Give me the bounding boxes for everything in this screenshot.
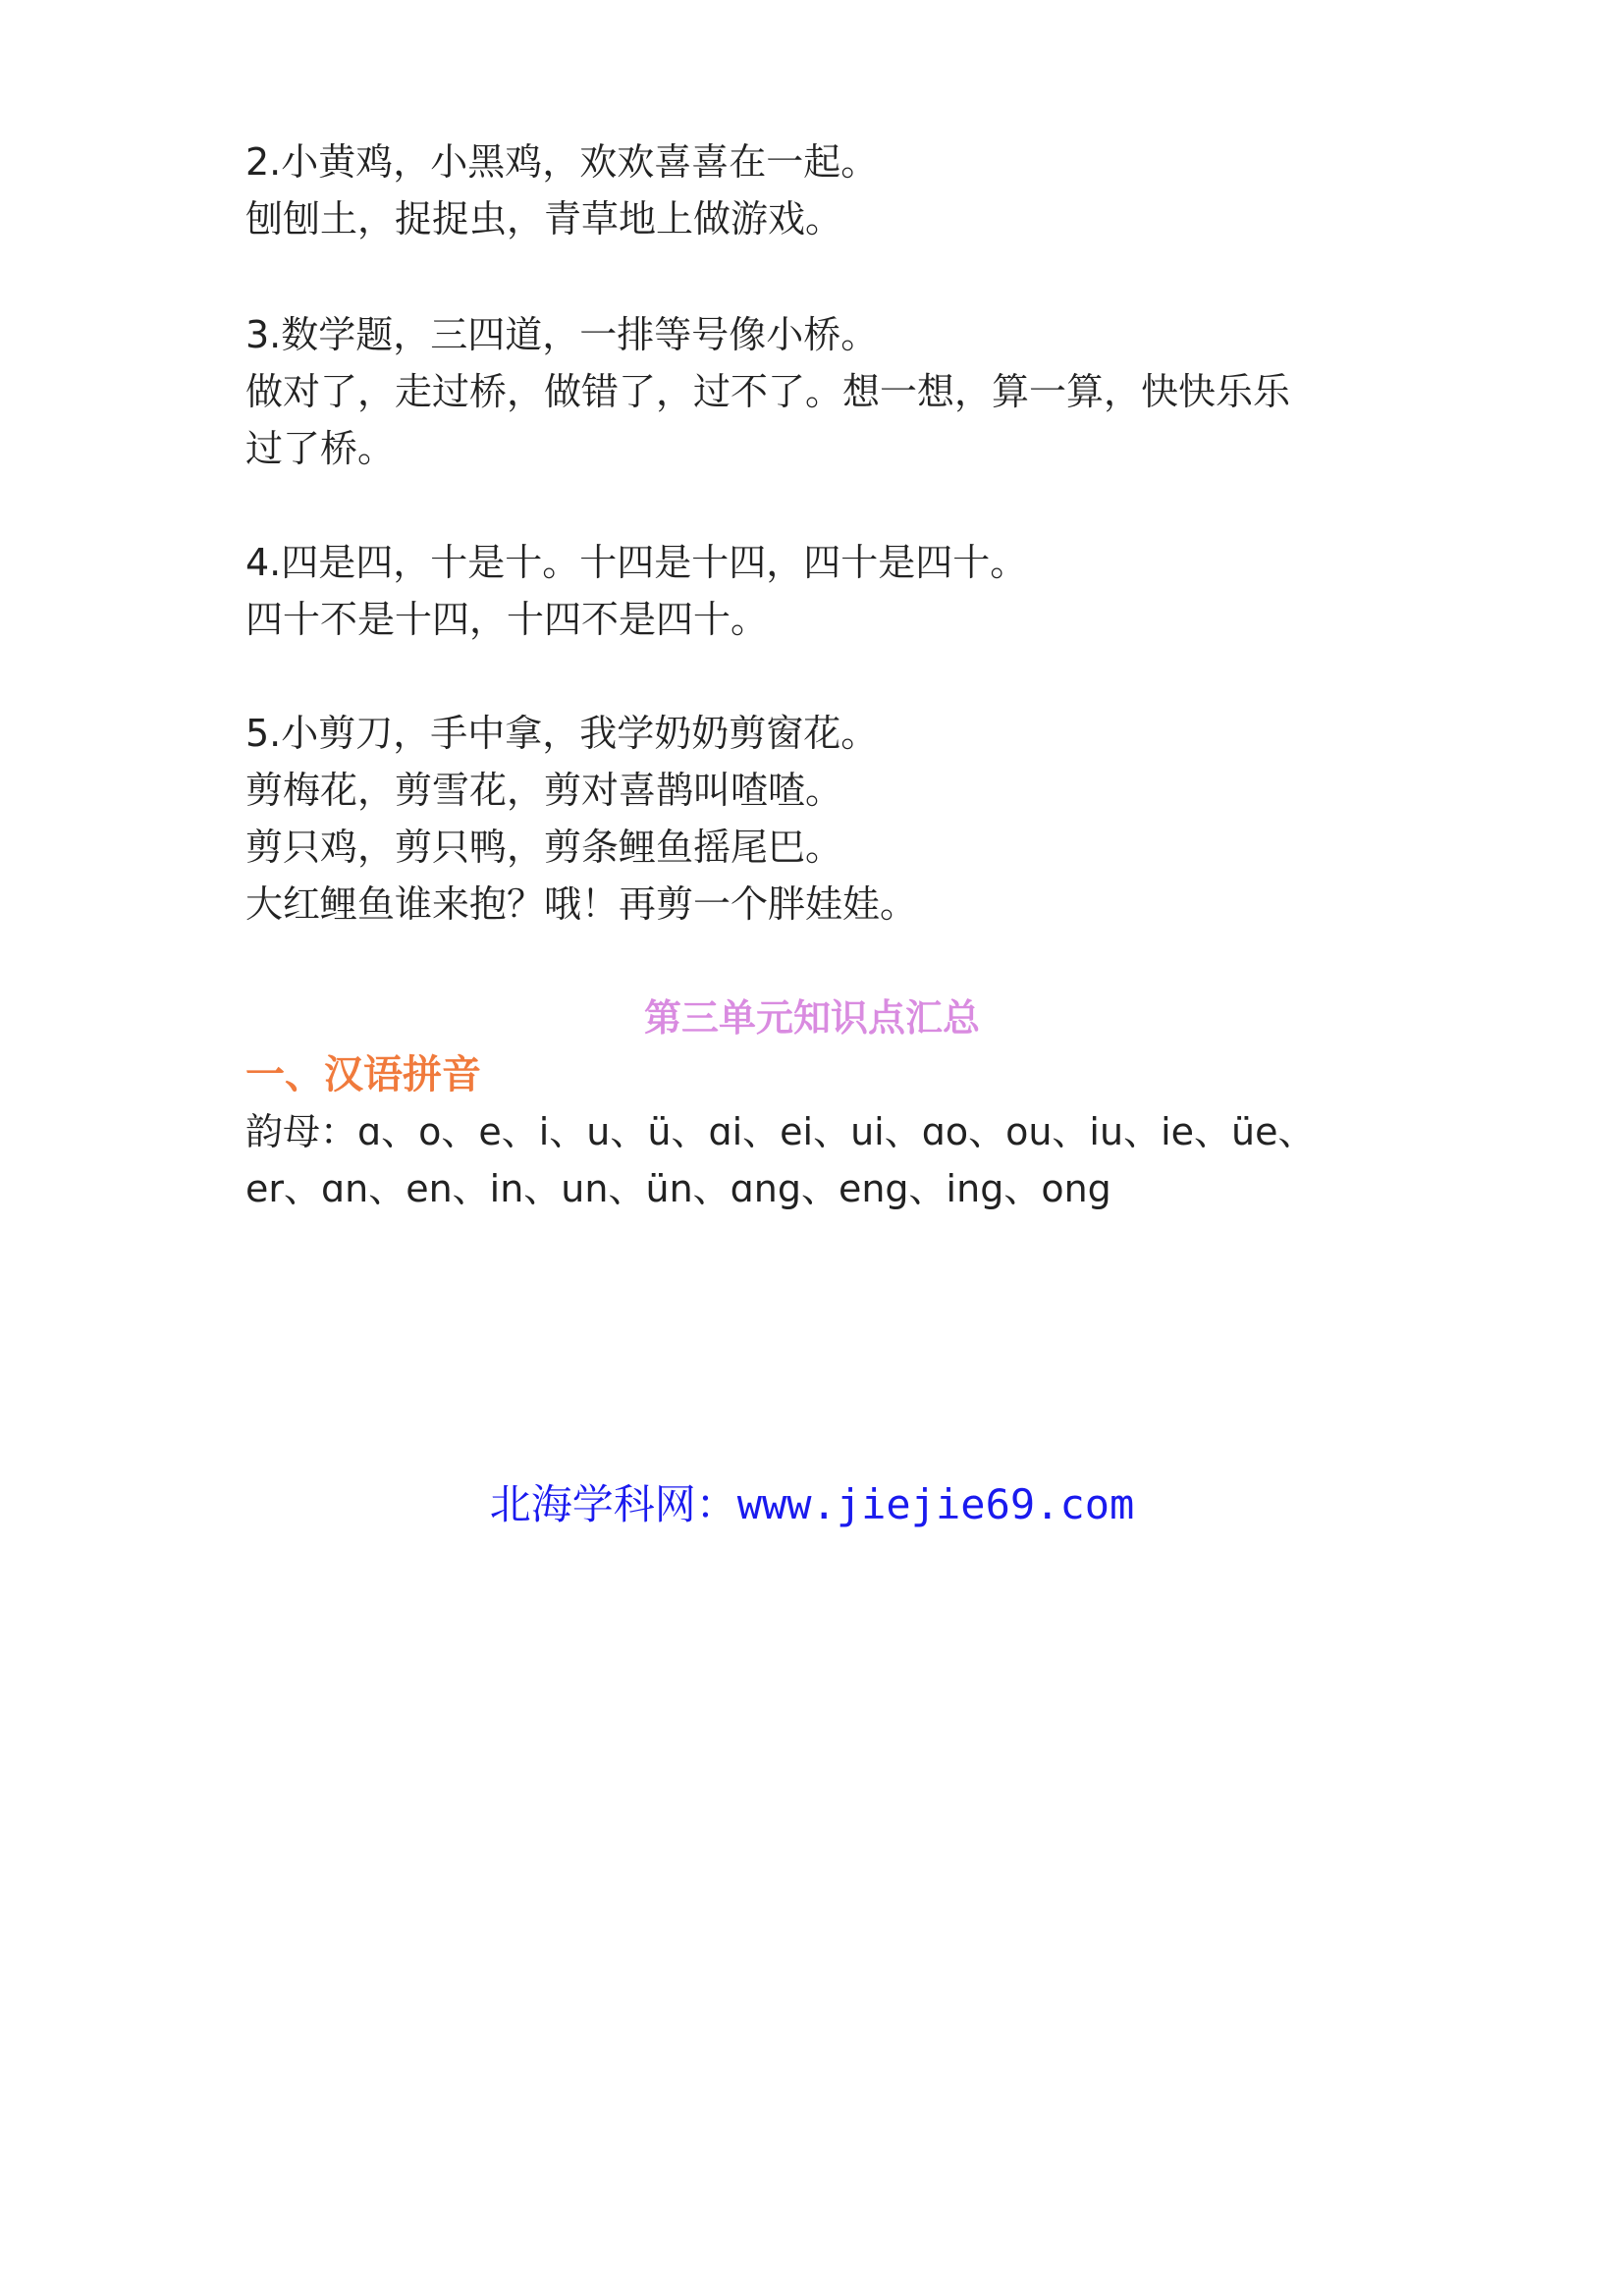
poem-5-line-2: 剪梅花，剪雪花，剪对喜鹊叫喳喳。 bbox=[245, 769, 843, 812]
footer-watermark bbox=[0, 1477, 1624, 1532]
finals-line-1: 韵母：ɑ、o、e、i、u、ü、ɑi、ei、ui、ɑo、ou、iu、ie、üe、 bbox=[245, 1110, 1316, 1153]
pinyin-subsection-title: 一、汉语拼音 bbox=[245, 1052, 481, 1097]
poem-3-line-2: 做对了，走过桥，做错了，过不了。想一想，算一算，快快乐乐 bbox=[245, 370, 1291, 413]
poem-5-line-4: 大红鲤鱼谁来抱？哦！再剪一个胖娃娃。 bbox=[245, 882, 918, 926]
poem-4-line-1: 4.四是四，十是十。十四是十四，四十是四十。 bbox=[245, 541, 1028, 584]
poem-5-line-1: 5.小剪刀，手中拿，我学奶奶剪窗花。 bbox=[245, 712, 879, 755]
poem-2-line-2: 刨刨土，捉捉虫，青草地上做游戏。 bbox=[245, 197, 843, 240]
poem-4-line-2: 四十不是十四，十四不是四十。 bbox=[245, 598, 769, 641]
poem-3-line-1: 3.数学题，三四道，一排等号像小桥。 bbox=[245, 313, 879, 356]
footer-site-url-link[interactable]: www.jiejie69.com bbox=[736, 1480, 1135, 1528]
finals-line-2: er、ɑn、en、in、un、ün、ɑng、eng、ing、ong bbox=[245, 1167, 1111, 1210]
poem-3-line-3: 过了桥。 bbox=[245, 427, 396, 470]
poem-2-line-1: 2.小黄鸡，小黑鸡，欢欢喜喜在一起。 bbox=[245, 140, 879, 184]
unit-section-title: 第三单元知识点汇总 bbox=[643, 996, 980, 1040]
footer-site-name: 北海学科网： bbox=[489, 1480, 737, 1528]
poem-5-line-3: 剪只鸡，剪只鸭，剪条鲤鱼摇尾巴。 bbox=[245, 826, 843, 869]
